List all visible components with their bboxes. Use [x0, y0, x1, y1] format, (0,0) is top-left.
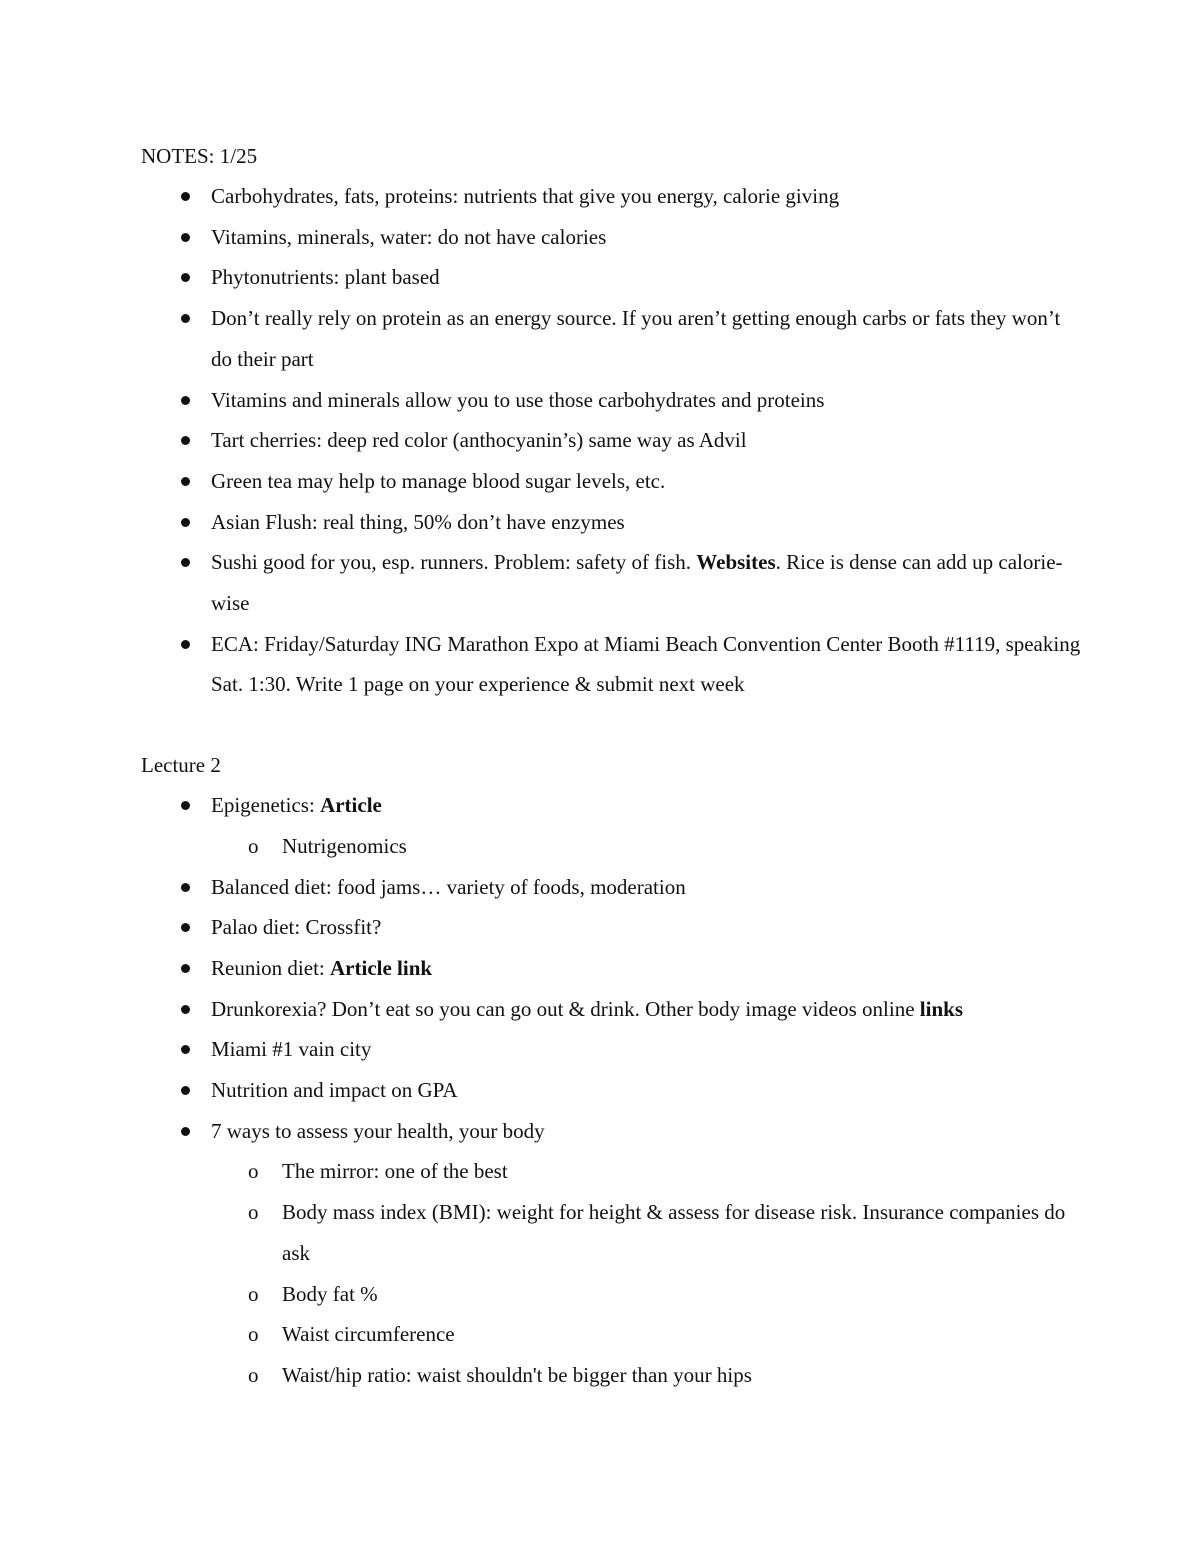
bullet-text: Nutrition and impact on GPA	[211, 1078, 458, 1103]
bullet-text: Reunion diet:	[211, 955, 330, 980]
bullet-dot-icon	[181, 1045, 190, 1054]
sub-list-item	[141, 1355, 1081, 1396]
bullet-dot-icon	[181, 192, 190, 201]
lecture-2-heading: Lecture 2	[141, 753, 221, 778]
bullet-text: 7 ways to assess your health, your body	[211, 1118, 545, 1143]
bullet-dot-icon	[181, 923, 190, 932]
list-item	[141, 948, 1081, 989]
list-item	[141, 1111, 1081, 1396]
bullet-text: Phytonutrients: plant based	[211, 265, 440, 290]
bullet-dot-icon	[181, 518, 190, 527]
bullet-dot-icon	[181, 396, 190, 405]
sub-bullet-text: Body fat %	[282, 1281, 378, 1306]
sub-bullet-circle-icon: o	[248, 833, 259, 858]
bullet-text: . Rice is dense can add up calorie-wise	[211, 550, 1063, 616]
sub-bullet-text: Nutrigenomics	[282, 833, 407, 858]
bullet-dot-icon	[181, 1127, 190, 1136]
sub-bullet-text: The mirror: one of the best	[282, 1159, 508, 1184]
bullet-dot-icon	[181, 233, 190, 242]
list-item	[141, 624, 1081, 705]
sub-list-item	[141, 1274, 1081, 1315]
list-item	[141, 989, 1081, 1030]
notes-heading: NOTES: 1/25	[141, 144, 258, 168]
bullet-text: Epigenetics:	[211, 793, 321, 818]
bullet-text: Vitamins, minerals, water: do not have calories	[211, 224, 607, 249]
list-item	[141, 461, 1081, 502]
list-item	[141, 176, 1081, 217]
list-item	[141, 257, 1081, 298]
bold-reference: links	[919, 996, 963, 1021]
sub-list-item	[141, 1314, 1081, 1355]
sub-bullet-circle-icon: o	[248, 1159, 259, 1184]
bullet-dot-icon	[181, 883, 190, 892]
list-item	[141, 785, 1081, 866]
bullet-text: Asian Flush: real thing, 50% don’t have enzymes	[211, 509, 625, 534]
sub-bullet-text: Waist circumference	[282, 1322, 455, 1347]
sub-bullet-list	[211, 826, 1081, 867]
sub-list-item	[141, 1151, 1081, 1192]
bullet-dot-icon	[181, 436, 190, 445]
bullet-text: Vitamins and minerals allow you to use those carbohydrates and proteins	[211, 387, 825, 412]
bullet-dot-icon	[181, 801, 190, 810]
bullet-dot-icon	[181, 964, 190, 973]
bullet-dot-icon	[181, 1086, 190, 1095]
bullet-dot-icon	[181, 273, 190, 282]
bullet-text: ECA: Friday/Saturday ING Marathon Expo at Miami Beach Convention Center Booth #1119, speaking Sat. 1:30. Write 1 page on your experience & submit next week	[211, 631, 1081, 697]
bold-reference: Article link	[330, 955, 433, 980]
bullet-dot-icon	[181, 1005, 190, 1014]
sub-bullet-list	[211, 1151, 1081, 1395]
list-item	[141, 542, 1081, 623]
document-page	[141, 136, 1081, 1396]
list-item	[141, 380, 1081, 421]
section-spacer	[141, 705, 1081, 745]
bullet-text: Tart cherries: deep red color (anthocyanin’s) same way as Advil	[211, 428, 747, 453]
lecture-2-bullet-list	[141, 785, 1081, 1396]
bullet-text: Balanced diet: food jams… variety of foods, moderation	[211, 874, 686, 899]
list-item	[141, 420, 1081, 461]
notes-bullet-list	[141, 176, 1081, 705]
bullet-dot-icon	[181, 477, 190, 486]
bullet-dot-icon	[181, 558, 190, 567]
bullet-text: Carbohydrates, fats, proteins: nutrients that give you energy, calorie giving	[211, 184, 840, 208]
bullet-dot-icon	[181, 640, 190, 649]
bold-reference: Websites	[696, 550, 776, 575]
bullet-text: Sushi good for you, esp. runners. Problem: safety of fish.	[211, 550, 697, 575]
bullet-text: Miami #1 vain city	[211, 1037, 372, 1062]
list-item	[141, 217, 1081, 258]
list-item	[141, 867, 1081, 908]
list-item	[141, 1070, 1081, 1111]
sub-bullet-circle-icon: o	[248, 1322, 259, 1347]
list-item	[141, 1029, 1081, 1070]
bullet-text: Green tea may help to manage blood sugar levels, etc.	[211, 468, 666, 493]
sub-list-item	[141, 826, 1081, 867]
sub-bullet-circle-icon: o	[248, 1200, 259, 1225]
sub-bullet-text: Body mass index (BMI): weight for height & assess for disease risk. Insurance companies do ask	[282, 1200, 1066, 1265]
bullet-text: Drunkorexia? Don’t eat so you can go out & drink. Other body image videos online	[211, 996, 920, 1021]
sub-list-item	[141, 1192, 1081, 1273]
sub-bullet-circle-icon: o	[248, 1362, 259, 1387]
list-item	[141, 502, 1081, 543]
bold-reference: Article	[320, 793, 382, 818]
bullet-text: Palao diet: Crossfit?	[211, 915, 382, 940]
list-item	[141, 907, 1081, 948]
list-item	[141, 298, 1081, 379]
sub-bullet-text: Waist/hip ratio: waist shouldn't be bigger than your hips	[282, 1362, 752, 1387]
bullet-text: Don’t really rely on protein as an energy source. If you aren’t getting enough carbs or fats they won’t do their part	[211, 306, 1061, 371]
bullet-dot-icon	[181, 314, 190, 323]
sub-bullet-circle-icon: o	[248, 1281, 259, 1306]
